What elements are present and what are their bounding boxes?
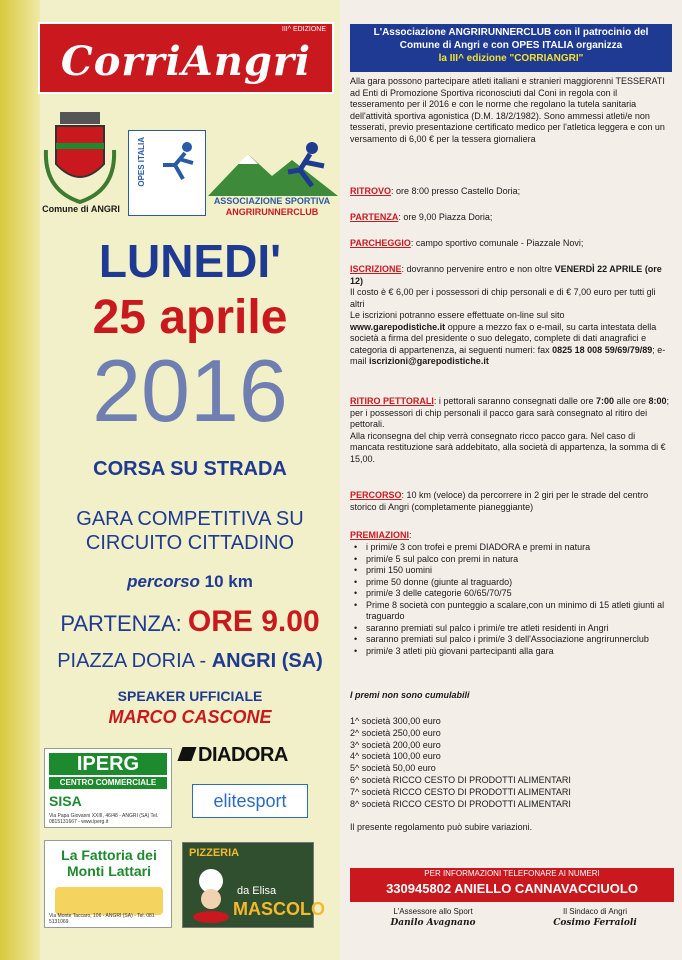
organizer-box — [350, 24, 672, 72]
square-name: PIAZZA DORIA - — [57, 650, 212, 672]
list-item: • saranno premiati sul palco i primi/e tre atleti residenti in Angri — [350, 623, 672, 635]
edition-label: III^ EDIZIONE — [281, 26, 326, 33]
speaker-label: SPEAKER UFFICIALE — [117, 688, 263, 704]
iscrizione-label: ISCRIZIONE — [350, 264, 402, 274]
list-item: • prime 50 donne (giunte al traguardo) — [350, 577, 672, 589]
list-item: 6^ società RICCO CESTO DI PRODOTTI ALIMENTARI — [350, 774, 571, 785]
percorso-label: PERCORSO — [350, 490, 402, 500]
iscrizione-block — [350, 264, 672, 368]
parcheggio-line — [350, 238, 672, 250]
organizer-line3: la III^ edizione "CORRIANGRI" — [438, 53, 584, 64]
list-item: 8^ società RICCO CESTO DI PRODOTTI ALIMENTARI — [350, 798, 571, 809]
variazioni-note: Il presente regolamento può subire variazioni. — [350, 822, 533, 833]
partenza-value: : ore 9,00 Piazza Doria; — [398, 212, 493, 222]
list-item: • primi/e 3 atleti più giovani partecipanti alla gara — [350, 646, 672, 658]
start-label: PARTENZA: — [60, 611, 182, 636]
email-label: ; e-mail — [350, 344, 666, 366]
percorso-line — [350, 490, 672, 513]
intro-text: Alla gara possono partecipare atleti italiani e stranieri maggiorenni TESSERATI ad Enti di Promozione Sportiva riconosciuti dal Coni in regola con il tesseramento per il 2016 e con le norme che regolano la tutela sanitaria dell'attività sportiva agonistica (D.M. 18/2/1982). Sono ammessi atleti/e non tesserati, previo presentazione certificato medico per l'atletica leggera e con un versamento di 6,00 € per la tessera giornaliera — [350, 76, 665, 144]
info-footer — [350, 868, 674, 902]
race-type: CORSA SU STRADA — [93, 458, 287, 480]
website-link[interactable]: www.garepodistiche.it — [350, 321, 446, 332]
poster-left-panel — [0, 0, 340, 960]
premiazioni-list — [350, 542, 672, 657]
iscrizione-text: : dovranno pervenire entro e non oltre — [401, 264, 555, 274]
opes-label: OPES ITALIA — [137, 137, 146, 187]
fax-number: 0825 18 008 59/69/79/89 — [552, 344, 653, 355]
fattoria-title: La Fattoria dei Monti Lattari — [61, 847, 157, 879]
list-item: 1^ società 300,00 euro — [350, 716, 441, 726]
ritiro-label: RITIRO PETTORALI — [350, 396, 434, 406]
comune-label: Comune di ANGRI — [42, 204, 120, 214]
footer-info-label: PER INFORMAZIONI TELEFONARE AI NUMERI — [424, 869, 600, 878]
poster-right-panel — [342, 0, 682, 960]
speaker-name: MARCO CASCONE — [108, 707, 272, 727]
sign1-name: Danilo Avagnano — [390, 918, 476, 928]
route-value: 10 km — [204, 572, 253, 591]
yellow-side-band — [0, 0, 40, 960]
assoc-label-line2: ANGRIRUNNERCLUB — [225, 207, 319, 217]
start-location — [40, 650, 340, 673]
ritiro-text-c: alle ore — [613, 396, 649, 406]
assoc-label-line1: ASSOCIAZIONE SPORTIVA — [213, 196, 331, 206]
route-label: percorso — [127, 572, 200, 591]
diadora-icon — [177, 747, 196, 761]
opes-logo — [128, 130, 206, 216]
diadora-label: DIADORA — [198, 744, 288, 766]
event-day: LUNEDI' — [98, 235, 282, 287]
mountain-runner-icon — [208, 140, 338, 196]
societa-prizes — [350, 716, 672, 834]
organizer-line2: Comune di Angri e con OPES ITALIA organizza — [399, 40, 623, 51]
pizzeria-da: da Elisa — [237, 885, 277, 897]
partenza-line — [350, 212, 672, 224]
footer-phone[interactable]: 330945802 ANIELLO CANNAVACCIUOLO — [386, 881, 638, 896]
iscrizione-deadline: VENERDÌ 22 APRILE (ore 12) — [350, 264, 662, 286]
sponsor-diadora — [180, 744, 330, 767]
race-desc-line1: GARA COMPETITIVA SU — [76, 508, 304, 530]
sponsor-fattoria — [44, 840, 172, 928]
sign2-name: Cosimo Ferraioli — [553, 918, 637, 928]
title-banner — [38, 22, 334, 94]
start-value: ORE 9.00 — [187, 605, 320, 638]
premiazioni-heading: PREMIAZIONI: — [350, 530, 412, 540]
ritiro-time-start: 7:00 — [595, 396, 614, 406]
list-item: • primi/e 3 delle categorie 60/65/70/75 — [350, 588, 672, 600]
sponsor-elitesport: elitesport — [192, 784, 308, 818]
chef-icon — [189, 867, 233, 923]
comune-crest-icon — [42, 110, 118, 206]
pizzeria-name: MASCOLO — [233, 899, 325, 919]
organizer-line1: L'Associazione ANGRIRUNNERCLUB con il patrocinio del — [373, 27, 649, 38]
ritiro-text-e: ; per i possessori di chip personali il pacco gara sarà consegnato al ritiro dei pettorali. — [350, 396, 670, 429]
sign2-role: Il Sindaco di Angri — [562, 907, 628, 916]
sponsor-iperg — [44, 748, 172, 828]
iperg-subtitle: CENTRO COMMERCIALE — [49, 777, 167, 789]
fax-text: oppure a mezzo fax o e-mail, su carta intestata della società a firma del presidente o suo delegato, complete di dati anagrafici e categoria di appartenenza, ai seguenti numeri: fax — [350, 321, 657, 355]
race-desc-line2: CIRCUITO CITTADINO — [85, 532, 295, 554]
costo-text: Il costo è € 6,00 per i possessori di chip personali e di € 7,00 euro per tutti gli altri — [350, 287, 656, 309]
partenza-label: PARTENZA — [350, 212, 399, 222]
online-text: Le iscrizioni potranno essere effettuate on-line sul sito — [350, 310, 565, 320]
list-item: • Prime 8 società con punteggio a scalare,con un minimo di 15 atleti giunti al traguardo — [350, 600, 672, 623]
event-year: 2016 — [92, 341, 288, 440]
list-item: 3^ società 200,00 euro — [350, 739, 441, 750]
sign1-role: L'Assessore allo Sport — [393, 907, 473, 916]
parcheggio-label: PARCHEGGIO — [350, 238, 411, 248]
list-item: • primi 150 uomini — [350, 565, 672, 577]
iperg-logo: IPERG — [49, 753, 167, 775]
city-name: ANGRI (SA) — [211, 650, 323, 672]
start-time — [40, 605, 340, 639]
list-item: • saranno premiati sul palco i primi/e 3 dell'Associazione angrirunnerclub — [350, 634, 672, 646]
chip-text: Alla riconsegna del chip verrà consegnato ricco pacco gara. Nel caso di mancata restituzione sarà addebitato, alla società di appartenza, la somma di € 15,00. — [350, 430, 666, 464]
pizzeria-label: PIZZERIA — [189, 847, 240, 859]
ritiro-block — [350, 396, 672, 465]
signature-assessore — [358, 906, 508, 929]
list-item: 5^ società 50,00 euro — [350, 763, 436, 774]
list-item: 7^ società RICCO CESTO DI PRODOTTI ALIMENTARI — [350, 786, 571, 797]
event-title: CorriAngri — [60, 38, 312, 85]
runner-icon — [157, 141, 201, 181]
email-link[interactable]: iscrizioni@garepodistiche.it — [369, 356, 489, 366]
event-date: 25 aprile — [92, 291, 288, 344]
sisa-logo: SISA — [49, 793, 82, 809]
ritiro-text-a: : i pettorali saranno consegnati dalle ore — [433, 396, 596, 406]
ritrovo-label: RITROVO — [350, 186, 392, 196]
premiazioni-label: PREMIAZIONI — [350, 530, 410, 540]
kids-illustration-icon — [55, 887, 163, 915]
fattoria-address: Via Monte Taccaro, 106 - ANGRI (SA) - Tel. 081 5131069 — [49, 913, 155, 925]
list-item: 2^ società 250,00 euro — [350, 727, 441, 738]
list-item: 4^ società 100,00 euro — [350, 751, 441, 762]
signature-sindaco — [520, 906, 670, 929]
sponsor-pizzeria — [182, 842, 325, 928]
route-length — [40, 572, 340, 592]
list-item: • primi/e 5 sul palco con premi in natura — [350, 554, 672, 566]
ritrovo-line — [350, 186, 672, 198]
ritrovo-value: : ore 8:00 presso Castello Doria; — [391, 186, 521, 196]
iperg-address: Via Papa Giovanni XXIII, 46/48 - ANGRI (SA) Tel. 0815131667 - www.iperg.it — [49, 813, 159, 825]
parcheggio-value: : campo sportivo comunale - Piazzale Novi; — [410, 238, 584, 248]
ritiro-time-end: 8:00 — [648, 396, 667, 406]
premi-note: I premi non sono cumulabili — [350, 690, 470, 700]
percorso-value: : 10 km (veloce) da percorrere in 2 giri per le strade del centro storico di Angri (completamente pianeggiante) — [350, 490, 649, 512]
list-item: • i primi/e 3 con trofei e premi DIADORA e premi in natura — [350, 542, 672, 554]
